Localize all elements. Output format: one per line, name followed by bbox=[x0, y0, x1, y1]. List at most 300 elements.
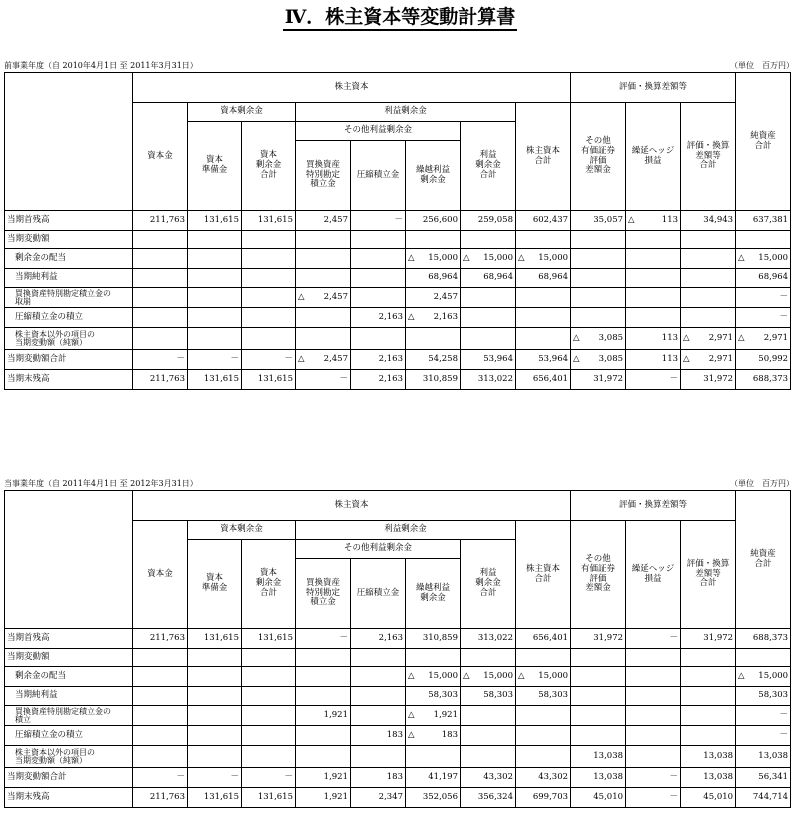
cell-value bbox=[571, 370, 626, 390]
cell-value bbox=[242, 667, 296, 687]
cell-value bbox=[351, 667, 406, 687]
cell-value bbox=[516, 746, 571, 768]
value-text: 68,964 bbox=[538, 272, 569, 283]
period-label: 前事業年度（自 2010年4月1日 至 2011年3月31日） bbox=[4, 61, 198, 70]
period-line bbox=[4, 478, 796, 488]
cell-value bbox=[296, 649, 351, 667]
cell-value bbox=[296, 231, 351, 249]
value-text: 211,763 bbox=[149, 373, 185, 384]
cell-value bbox=[736, 350, 791, 370]
cell-value bbox=[626, 629, 681, 649]
cell-value bbox=[571, 231, 626, 249]
row-label: 当期変動額 bbox=[5, 231, 133, 249]
table-row bbox=[5, 370, 791, 390]
cell-value bbox=[406, 269, 461, 288]
value-text: 2,971 bbox=[763, 332, 789, 343]
cell-value bbox=[736, 308, 791, 328]
cell-value bbox=[242, 269, 296, 288]
table-row bbox=[5, 350, 791, 370]
value-text: 131,615 bbox=[257, 214, 293, 225]
cell-value bbox=[351, 788, 406, 808]
table-row bbox=[5, 288, 791, 308]
value-text: 68,964 bbox=[428, 272, 458, 283]
value-text: 183 bbox=[386, 771, 403, 782]
header-replacement-reserve: 買換資産 特別勘定 積立金 bbox=[296, 559, 351, 629]
cell-value bbox=[736, 706, 791, 726]
cell-value bbox=[406, 308, 461, 328]
negative-mark: △ bbox=[408, 729, 415, 740]
value-text: 53,964 bbox=[538, 353, 569, 364]
value-text: 13,038 bbox=[758, 750, 789, 761]
row-label: 当期変動額合計 bbox=[5, 350, 133, 370]
value-text: 31,972 bbox=[703, 373, 734, 384]
value-text: 1,921 bbox=[433, 709, 458, 720]
header-retained-carried: 繰越利益 剰余金 bbox=[406, 141, 461, 211]
value-text: － bbox=[339, 373, 348, 384]
cell-value bbox=[351, 269, 406, 288]
row-label: 買換資産特別勘定積立金の 取崩 bbox=[5, 288, 133, 308]
page-title: Ⅳ．株主資本等変動計算書 bbox=[0, 2, 800, 29]
cell-value bbox=[188, 629, 242, 649]
table-row bbox=[5, 269, 791, 288]
cell-value bbox=[351, 328, 406, 350]
header-capital-reserve: 資本 準備金 bbox=[188, 540, 242, 629]
value-text: － bbox=[394, 214, 403, 225]
cell-value bbox=[296, 687, 351, 706]
cell-value bbox=[626, 667, 681, 687]
cell-value bbox=[406, 706, 461, 726]
cell-value bbox=[571, 746, 626, 768]
value-text: 310,859 bbox=[422, 632, 458, 643]
negative-mark: △ bbox=[738, 332, 745, 343]
cell-value bbox=[406, 350, 461, 370]
cell-value bbox=[681, 706, 736, 726]
cell-value bbox=[461, 231, 516, 249]
cell-value bbox=[188, 288, 242, 308]
cell-value bbox=[571, 788, 626, 808]
value-text: 113 bbox=[661, 214, 679, 225]
value-text: 68,964 bbox=[483, 272, 513, 283]
value-text: 131,615 bbox=[203, 373, 239, 384]
cell-value bbox=[736, 788, 791, 808]
negative-mark: △ bbox=[298, 353, 305, 364]
cell-value bbox=[296, 308, 351, 328]
cell-value bbox=[681, 746, 736, 768]
row-label: 剰余金の配当 bbox=[5, 667, 133, 687]
value-text: 211,763 bbox=[149, 214, 185, 225]
value-text: 13,038 bbox=[593, 750, 624, 761]
cell-value bbox=[188, 667, 242, 687]
value-text: － bbox=[176, 353, 185, 364]
header-valuation: 評価・換算差額等 bbox=[571, 73, 736, 103]
period-label: 当事業年度（自 2011年4月1日 至 2012年3月31日） bbox=[4, 479, 198, 488]
cell-value bbox=[571, 706, 626, 726]
header-deferred-hedge: 繰延ヘッジ 損益 bbox=[626, 103, 681, 211]
value-text: 45,010 bbox=[593, 791, 624, 802]
cell-value bbox=[133, 788, 188, 808]
value-text: 688,373 bbox=[752, 373, 789, 384]
cell-value bbox=[571, 649, 626, 667]
value-text: － bbox=[284, 353, 293, 364]
cell-value bbox=[736, 667, 791, 687]
cell-value bbox=[516, 667, 571, 687]
cell-value bbox=[571, 288, 626, 308]
equity-statement-table bbox=[4, 490, 791, 808]
cell-value bbox=[351, 706, 406, 726]
cell-value bbox=[516, 231, 571, 249]
cell-value bbox=[351, 370, 406, 390]
header-capital-surplus: 資本剰余金 bbox=[188, 521, 296, 540]
cell-value bbox=[296, 249, 351, 269]
cell-value bbox=[296, 328, 351, 350]
cell-value bbox=[296, 629, 351, 649]
cell-value bbox=[296, 211, 351, 231]
header-capital: 資本金 bbox=[133, 521, 188, 629]
value-text: 31,972 bbox=[593, 632, 624, 643]
cell-value bbox=[296, 768, 351, 788]
negative-mark: △ bbox=[408, 670, 415, 681]
cell-value bbox=[516, 211, 571, 231]
value-text: 15,000 bbox=[538, 670, 569, 681]
value-text: 256,600 bbox=[422, 214, 458, 225]
value-text: 183 bbox=[441, 729, 458, 740]
cell-value bbox=[133, 288, 188, 308]
cell-value bbox=[736, 211, 791, 231]
cell-value bbox=[296, 726, 351, 746]
value-text: 2,971 bbox=[708, 332, 734, 343]
cell-value bbox=[242, 629, 296, 649]
cell-value bbox=[351, 768, 406, 788]
cell-value bbox=[133, 746, 188, 768]
cell-value bbox=[736, 629, 791, 649]
negative-mark: △ bbox=[463, 252, 470, 263]
cell-value bbox=[351, 350, 406, 370]
cell-value bbox=[242, 288, 296, 308]
cell-value bbox=[406, 649, 461, 667]
cell-value bbox=[516, 308, 571, 328]
cell-value bbox=[516, 350, 571, 370]
value-text: － bbox=[230, 353, 239, 364]
cell-value bbox=[188, 768, 242, 788]
cell-value bbox=[736, 746, 791, 768]
table-row bbox=[5, 231, 791, 249]
value-text: 1,921 bbox=[323, 791, 348, 802]
cell-value bbox=[406, 687, 461, 706]
value-text: － bbox=[779, 291, 789, 302]
cell-value bbox=[681, 370, 736, 390]
header-retained-total: 利益 剰余金 合計 bbox=[461, 122, 516, 211]
cell-value bbox=[242, 746, 296, 768]
value-text: 54,258 bbox=[428, 353, 458, 364]
header-valuation: 評価・換算差額等 bbox=[571, 491, 736, 521]
cell-value bbox=[406, 768, 461, 788]
value-text: 43,302 bbox=[483, 771, 513, 782]
value-text: 2,163 bbox=[378, 311, 403, 322]
cell-value bbox=[188, 211, 242, 231]
cell-value bbox=[406, 746, 461, 768]
negative-mark: △ bbox=[738, 252, 745, 263]
cell-value bbox=[681, 211, 736, 231]
value-text: 31,972 bbox=[593, 373, 624, 384]
cell-value bbox=[296, 370, 351, 390]
table-row bbox=[5, 687, 791, 706]
header-capital-surplus-total: 資本 剰余金 合計 bbox=[242, 122, 296, 211]
header-capital-surplus: 資本剰余金 bbox=[188, 103, 296, 122]
cell-value bbox=[242, 249, 296, 269]
negative-mark: △ bbox=[628, 214, 635, 225]
cell-value bbox=[351, 629, 406, 649]
cell-value bbox=[242, 370, 296, 390]
cell-value bbox=[516, 370, 571, 390]
negative-mark: △ bbox=[518, 670, 525, 681]
value-text: 113 bbox=[661, 353, 679, 364]
table-row bbox=[5, 629, 791, 649]
cell-value bbox=[626, 726, 681, 746]
negative-mark: △ bbox=[683, 332, 690, 343]
value-text: 3,085 bbox=[598, 353, 624, 364]
cell-value bbox=[133, 350, 188, 370]
value-text: 50,992 bbox=[758, 353, 789, 364]
cell-value bbox=[736, 726, 791, 746]
value-text: 699,703 bbox=[532, 791, 569, 802]
header-shareholders-equity-total: 株主資本 合計 bbox=[516, 103, 571, 211]
header-capital: 資本金 bbox=[133, 103, 188, 211]
value-text: 1,921 bbox=[323, 771, 348, 782]
cell-value bbox=[571, 211, 626, 231]
value-text: 183 bbox=[386, 729, 403, 740]
header-valuation-total: 評価・換算 差額等 合計 bbox=[681, 103, 736, 211]
cell-value bbox=[351, 308, 406, 328]
value-text: 2,457 bbox=[323, 291, 348, 302]
header-compression-reserve: 圧縮積立金 bbox=[351, 559, 406, 629]
table-row bbox=[5, 726, 791, 746]
value-text: － bbox=[669, 632, 679, 643]
cell-value bbox=[242, 788, 296, 808]
header-replacement-reserve: 買換資産 特別勘定 積立金 bbox=[296, 141, 351, 211]
header-row bbox=[5, 491, 791, 521]
cell-value bbox=[626, 768, 681, 788]
cell-value bbox=[351, 687, 406, 706]
row-label: 剰余金の配当 bbox=[5, 249, 133, 269]
cell-value bbox=[133, 706, 188, 726]
cell-value bbox=[406, 211, 461, 231]
cell-value bbox=[296, 706, 351, 726]
negative-mark: △ bbox=[518, 252, 525, 263]
cell-value bbox=[351, 211, 406, 231]
cell-value bbox=[133, 269, 188, 288]
cell-value bbox=[351, 649, 406, 667]
row-label: 買換資産特別勘定積立金の 積立 bbox=[5, 706, 133, 726]
cell-value bbox=[242, 706, 296, 726]
table-row bbox=[5, 667, 791, 687]
cell-value bbox=[133, 328, 188, 350]
cell-value bbox=[736, 328, 791, 350]
cell-value bbox=[461, 211, 516, 231]
cell-value bbox=[242, 328, 296, 350]
negative-mark: △ bbox=[463, 670, 470, 681]
cell-value bbox=[516, 706, 571, 726]
row-label: 当期首残高 bbox=[5, 629, 133, 649]
row-label: 当期末残高 bbox=[5, 370, 133, 390]
negative-mark: △ bbox=[408, 252, 415, 263]
cell-value bbox=[736, 269, 791, 288]
value-text: － bbox=[284, 771, 293, 782]
row-label: 当期純利益 bbox=[5, 687, 133, 706]
table-row bbox=[5, 768, 791, 788]
header-shareholders-equity: 株主資本 bbox=[133, 491, 571, 521]
cell-value bbox=[736, 249, 791, 269]
cell-value bbox=[626, 328, 681, 350]
negative-mark: △ bbox=[573, 332, 580, 343]
value-text: － bbox=[779, 709, 789, 720]
cell-value bbox=[188, 350, 242, 370]
negative-mark: △ bbox=[573, 353, 580, 364]
negative-mark: △ bbox=[683, 353, 690, 364]
cell-value bbox=[461, 629, 516, 649]
header-capital-surplus-total: 資本 剰余金 合計 bbox=[242, 540, 296, 629]
negative-mark: △ bbox=[408, 311, 415, 322]
value-text: 2,457 bbox=[323, 353, 348, 364]
cell-value bbox=[626, 649, 681, 667]
value-text: 3,085 bbox=[598, 332, 624, 343]
value-text: 131,615 bbox=[203, 214, 239, 225]
cell-value bbox=[188, 788, 242, 808]
header-securities-valuation: その他 有価証券 評価 差額金 bbox=[571, 103, 626, 211]
value-text: 131,615 bbox=[203, 791, 239, 802]
value-text: 211,763 bbox=[149, 632, 185, 643]
cell-value bbox=[351, 288, 406, 308]
cell-value bbox=[681, 726, 736, 746]
cell-value bbox=[571, 269, 626, 288]
cell-value bbox=[626, 788, 681, 808]
value-text: 131,615 bbox=[257, 632, 293, 643]
cell-value bbox=[461, 746, 516, 768]
cell-value bbox=[681, 667, 736, 687]
table-row bbox=[5, 328, 791, 350]
value-text: 53,964 bbox=[483, 353, 513, 364]
cell-value bbox=[461, 350, 516, 370]
cell-value bbox=[681, 649, 736, 667]
cell-value bbox=[406, 328, 461, 350]
value-text: 2,457 bbox=[323, 214, 348, 225]
value-text: － bbox=[230, 771, 239, 782]
cell-value bbox=[242, 211, 296, 231]
header-valuation-total: 評価・換算 差額等 合計 bbox=[681, 521, 736, 629]
cell-value bbox=[736, 687, 791, 706]
value-text: － bbox=[176, 771, 185, 782]
header-retained-carried: 繰越利益 剰余金 bbox=[406, 559, 461, 629]
header-capital-reserve: 資本 準備金 bbox=[188, 122, 242, 211]
cell-value bbox=[242, 231, 296, 249]
value-text: 15,000 bbox=[758, 670, 789, 681]
cell-value bbox=[681, 288, 736, 308]
cell-value bbox=[351, 249, 406, 269]
cell-value bbox=[133, 629, 188, 649]
value-text: 113 bbox=[661, 332, 679, 343]
value-text: 313,022 bbox=[477, 373, 513, 384]
negative-mark: △ bbox=[738, 670, 745, 681]
cell-value bbox=[461, 269, 516, 288]
cell-value bbox=[626, 211, 681, 231]
cell-value bbox=[626, 288, 681, 308]
table-row bbox=[5, 308, 791, 328]
cell-value bbox=[133, 249, 188, 269]
cell-value bbox=[736, 370, 791, 390]
row-label: 当期首残高 bbox=[5, 211, 133, 231]
cell-value bbox=[242, 768, 296, 788]
value-text: 2,163 bbox=[433, 311, 458, 322]
cell-value bbox=[188, 269, 242, 288]
cell-value bbox=[461, 649, 516, 667]
cell-value bbox=[351, 231, 406, 249]
value-text: 744,714 bbox=[752, 791, 789, 802]
table-row bbox=[5, 211, 791, 231]
cell-value bbox=[571, 629, 626, 649]
cell-value bbox=[296, 288, 351, 308]
cell-value bbox=[188, 649, 242, 667]
period-line bbox=[4, 60, 796, 70]
value-text: 211,763 bbox=[149, 791, 185, 802]
cell-value bbox=[461, 249, 516, 269]
value-text: 313,022 bbox=[477, 632, 513, 643]
cell-value bbox=[406, 231, 461, 249]
value-text: 13,038 bbox=[703, 750, 734, 761]
value-text: 13,038 bbox=[703, 771, 734, 782]
cell-value bbox=[681, 308, 736, 328]
value-text: 656,401 bbox=[532, 373, 569, 384]
header-retained-earnings: 利益剰余金 bbox=[296, 521, 516, 540]
header-net-assets: 純資産 合計 bbox=[736, 491, 791, 629]
row-label: 圧縮積立金の積立 bbox=[5, 726, 133, 746]
value-text: 2,163 bbox=[378, 373, 403, 384]
cell-value bbox=[296, 667, 351, 687]
cell-value bbox=[516, 788, 571, 808]
header-retained-total: 利益 剰余金 合計 bbox=[461, 540, 516, 629]
cell-value bbox=[242, 649, 296, 667]
cell-value bbox=[681, 328, 736, 350]
value-text: 259,058 bbox=[477, 214, 513, 225]
cell-value bbox=[406, 370, 461, 390]
cell-value bbox=[188, 231, 242, 249]
cell-value bbox=[242, 308, 296, 328]
value-text: 15,000 bbox=[483, 670, 513, 681]
value-text: 688,373 bbox=[752, 632, 789, 643]
value-text: 131,615 bbox=[257, 373, 293, 384]
cell-value bbox=[681, 350, 736, 370]
cell-value bbox=[406, 288, 461, 308]
cell-value bbox=[133, 726, 188, 746]
row-label: 株主資本以外の項目の 当期変動額（純額） bbox=[5, 746, 133, 768]
header-compression-reserve: 圧縮積立金 bbox=[351, 141, 406, 211]
cell-value bbox=[133, 687, 188, 706]
value-text: 310,859 bbox=[422, 373, 458, 384]
cell-value bbox=[296, 350, 351, 370]
row-label: 当期純利益 bbox=[5, 269, 133, 288]
row-label: 当期変動額 bbox=[5, 649, 133, 667]
cell-value bbox=[242, 726, 296, 746]
cell-value bbox=[736, 649, 791, 667]
cell-value bbox=[681, 629, 736, 649]
cell-value bbox=[188, 706, 242, 726]
cell-value bbox=[736, 768, 791, 788]
value-text: － bbox=[779, 311, 789, 322]
row-label: 当期末残高 bbox=[5, 788, 133, 808]
cell-value bbox=[461, 328, 516, 350]
cell-value bbox=[296, 746, 351, 768]
cell-value bbox=[461, 667, 516, 687]
value-text: 356,324 bbox=[477, 791, 513, 802]
table-row bbox=[5, 249, 791, 269]
